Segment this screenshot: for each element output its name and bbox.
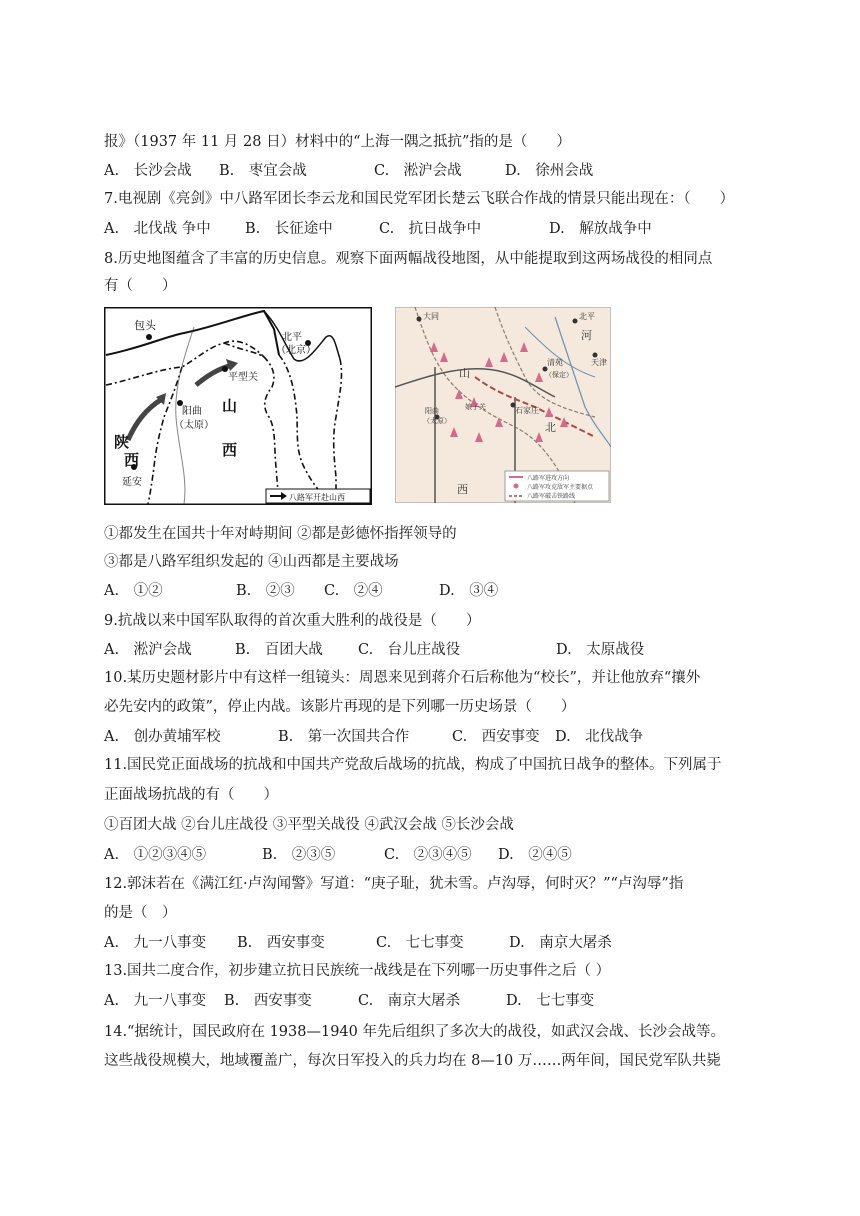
option-c[interactable]: C. 西安事变 <box>452 729 540 745</box>
label-shan: 山 <box>459 367 470 380</box>
label-shaan: 陕 <box>114 433 130 451</box>
question-11-line2: 正面战场抗战的有（ ） <box>104 787 278 803</box>
question-8: 8.历史地图蕴含了丰富的历史信息。观察下面两幅战役地图，从中能提取到这两场战役的相同点 <box>104 251 713 267</box>
question-14: 14.“据统计，国民政府在 1938—1940 年先后组织了多次大的战役，如武汉会战、长沙会战等。 <box>104 1024 725 1040</box>
option-d[interactable]: D. ②④⑤ <box>498 847 572 863</box>
option-c[interactable]: C. ②④ <box>324 583 383 599</box>
label-taiyuan: （太原） <box>174 420 214 431</box>
option-a[interactable]: A. 九一八事变 <box>104 993 207 1009</box>
option-b[interactable]: B. ②③ <box>236 583 295 599</box>
question-8-statement-1: ①都发生在国共十年对峙期间 ②都是彭德怀指挥领导的 <box>104 526 457 542</box>
option-d[interactable]: D. ③④ <box>439 583 499 599</box>
map-hundred-regiments-battle <box>395 307 611 503</box>
question-9: 9.抗战以来中国军队取得的首次重大胜利的战役是（ ） <box>104 613 481 629</box>
label-yangqu: 阳曲 <box>182 406 202 417</box>
option-d[interactable]: D. 南京大屠杀 <box>509 935 612 951</box>
label-baotou: 包头 <box>134 319 156 332</box>
legend-attack: 八路军进攻方向 <box>527 475 570 482</box>
option-c[interactable]: C. 南京大屠杀 <box>358 993 461 1009</box>
label-xi: 西 <box>222 441 238 459</box>
question-11-statements: ①百团大战 ②台儿庄战役 ③平型关战役 ④武汉会战 ⑤长沙会战 <box>104 817 514 833</box>
option-d[interactable]: D. 解放战争中 <box>549 221 652 237</box>
label-yangqu: 阳曲 <box>425 407 439 415</box>
question-12-line2: 的是（ ） <box>104 905 177 921</box>
question-11: 11.国民党正面战场的抗战和中国共产党敌后战场的抗战，构成了中国抗日战争的整体。下列属于 <box>104 757 722 773</box>
label-beiping: 北平 <box>282 332 302 343</box>
legend-stronghold: 八路军攻克敌军主要据点 <box>527 484 594 491</box>
option-d[interactable]: D. 太原战役 <box>556 642 645 658</box>
question-10-line2: 必先安内的政策”，停止内战。该影片再现的是下列哪一历史场景（ ） <box>104 699 576 715</box>
legend-text: 八路军开赴山西 <box>289 493 345 502</box>
option-a[interactable]: A. 九一八事变 <box>104 935 207 951</box>
question-13: 13.国共二度合作，初步建立抗日民族统一战线是在下列哪一历史事件之后（ ） <box>104 963 611 979</box>
option-c[interactable]: C. 抗日战争中 <box>379 221 482 237</box>
question-8-statement-2: ③都是八路军组织发起的 ④山西都是主要战场 <box>104 554 399 570</box>
question-12: 12.郭沫若在《满江红·卢沟闻警》写道：“庚子耻，犹未雪。卢沟辱，何时灭？”“卢沟辱”指 <box>104 876 684 892</box>
label-beiping: 北平 <box>579 312 595 321</box>
question-8-line2: 有（ ） <box>104 278 177 294</box>
label-baoding: （保定） <box>545 371 573 379</box>
option-a[interactable]: A. 北伐战 争中 <box>104 221 211 237</box>
label-datong: 大同 <box>423 312 439 321</box>
option-d[interactable]: D. 北伐战争 <box>555 729 644 745</box>
legend-railway: 八路军破击铁路线 <box>527 493 576 500</box>
label-shijiazhuang: 石家庄 <box>515 406 539 415</box>
option-b[interactable]: B. 长征途中 <box>245 221 333 237</box>
label-qingyuan: 清苑 <box>547 358 563 367</box>
option-b[interactable]: B. 西安事变 <box>237 935 325 951</box>
label-bei: 北 <box>545 421 556 434</box>
option-b[interactable]: B. 第一次国共合作 <box>278 729 410 745</box>
option-a[interactable]: A. 长沙会战 <box>104 163 192 179</box>
option-a[interactable]: A. ①②③④⑤ <box>104 847 207 863</box>
question-10: 10.某历史题材影片中有这样一组镜头：周恩来见到蒋介石后称他为“校长”，并让他放弃“攘外 <box>104 670 701 686</box>
label-pingxingguan: 平型关 <box>228 372 258 383</box>
label-he: 河 <box>581 329 592 342</box>
option-b[interactable]: B. 西安事变 <box>224 993 312 1009</box>
option-b[interactable]: B. ②③⑤ <box>262 847 336 863</box>
label-xi2: 西 <box>124 451 140 469</box>
label-yanan: 延安 <box>122 477 142 488</box>
option-c[interactable]: C. 七七事变 <box>376 935 464 951</box>
option-c[interactable]: C. ②③④⑤ <box>384 847 472 863</box>
question-14-line2: 这些战役规模大，地域覆盖广，每次日军投入的兵力均在 8—10 万……两年间，国民党军队共毙 <box>104 1053 721 1069</box>
option-c[interactable]: C. 淞沪会战 <box>374 163 462 179</box>
label-tianjin: 天津 <box>591 358 607 367</box>
option-a[interactable]: A. 淞沪会战 <box>104 642 192 658</box>
map-pingxingguan-battle <box>104 307 372 505</box>
question-7: 7.电视剧《亮剑》中八路军团长李云龙和国民党军团长楚云飞联合作战的情景只能出现在：（ ） <box>104 191 735 207</box>
question-6-continuation: 报》（1937 年 11 月 28 日）材料中的“上海一隅之抵抗”指的是（ ） <box>104 134 571 150</box>
label-taiyuan: （太原） <box>423 417 451 425</box>
option-a[interactable]: A. ①② <box>104 583 163 599</box>
option-a[interactable]: A. 创办黄埔军校 <box>104 729 221 745</box>
option-b[interactable]: B. 枣宜会战 <box>219 163 307 179</box>
option-b[interactable]: B. 百团大战 <box>235 642 323 658</box>
label-shan: 山 <box>222 397 238 415</box>
option-c[interactable]: C. 台儿庄战役 <box>358 642 461 658</box>
label-xi: 西 <box>457 483 468 496</box>
label-beijing: （北京） <box>276 345 316 356</box>
option-d[interactable]: D. 徐州会战 <box>505 163 594 179</box>
label-niangziguan: 娘子关 <box>465 403 486 411</box>
option-d[interactable]: D. 七七事变 <box>506 993 595 1009</box>
